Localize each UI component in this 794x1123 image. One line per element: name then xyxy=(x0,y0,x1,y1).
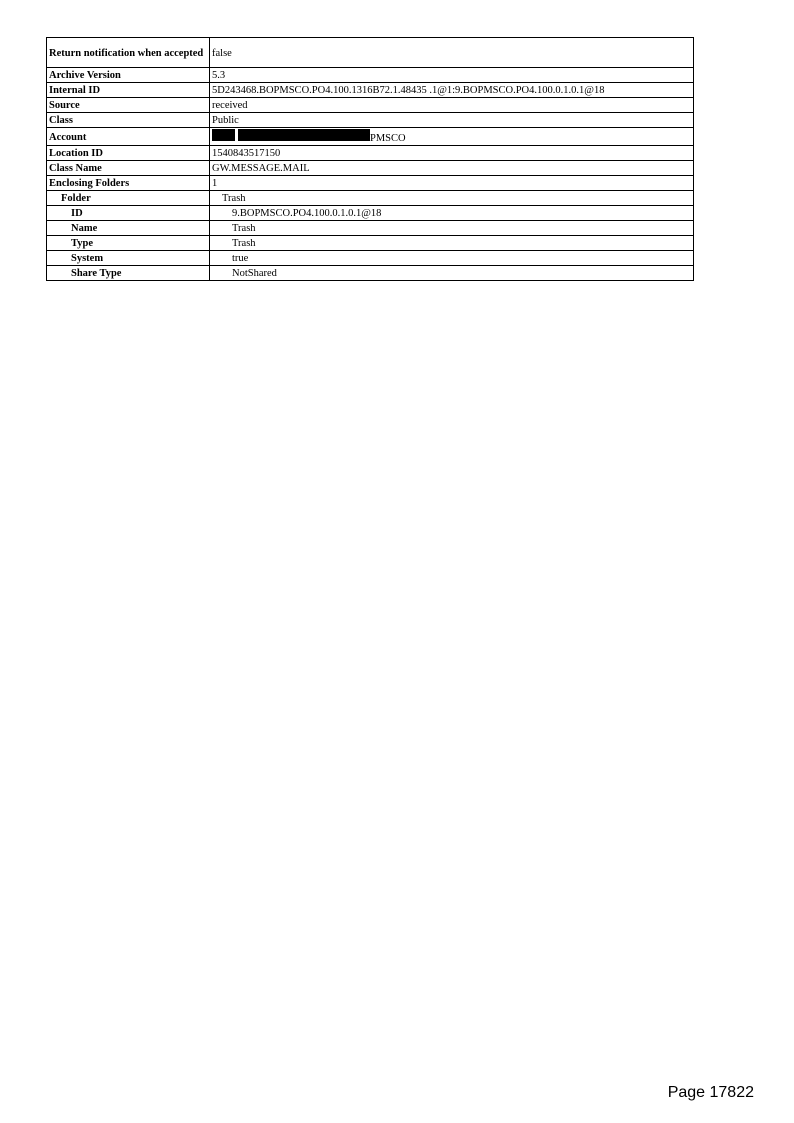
page-number: Page 17822 xyxy=(667,1084,754,1101)
row-key: Archive Version xyxy=(47,68,210,83)
table-row xyxy=(47,68,694,83)
row-key: Return notification when accepted xyxy=(47,38,210,68)
table-row xyxy=(47,128,694,146)
row-value: Trash xyxy=(210,236,694,251)
row-key: ID xyxy=(47,206,210,221)
table-row xyxy=(47,146,694,161)
row-value: 5.3 xyxy=(210,68,694,83)
redaction-block xyxy=(212,129,370,141)
row-value: GW.MESSAGE.MAIL xyxy=(210,161,694,176)
row-key: Enclosing Folders xyxy=(47,176,210,191)
row-key: Account xyxy=(47,128,210,146)
row-value: false xyxy=(210,38,694,68)
row-key: Class Name xyxy=(47,161,210,176)
row-value: Trash xyxy=(210,191,694,206)
row-key: Source xyxy=(47,98,210,113)
row-key: System xyxy=(47,251,210,266)
redaction-bar xyxy=(212,129,235,141)
properties-table xyxy=(46,37,694,281)
row-value: Public xyxy=(210,113,694,128)
row-value: 1 xyxy=(210,176,694,191)
table-row xyxy=(47,206,694,221)
table-row xyxy=(47,176,694,191)
table-row xyxy=(47,236,694,251)
row-value: received xyxy=(210,98,694,113)
row-key: Location ID xyxy=(47,146,210,161)
table-row xyxy=(47,98,694,113)
row-value: Trash xyxy=(210,221,694,236)
row-value-account xyxy=(210,128,694,146)
row-key: Folder xyxy=(47,191,210,206)
row-value: true xyxy=(210,251,694,266)
row-value: NotShared xyxy=(210,266,694,281)
table-row xyxy=(47,266,694,281)
row-key: Type xyxy=(47,236,210,251)
table-row xyxy=(47,83,694,98)
row-value: 5D243468.BOPMSCO.PO4.100.1316B72.1.48435 .1@1:9.BOPMSCO.PO4.100.0.1.0.1@18 xyxy=(210,83,694,98)
table-row xyxy=(47,38,694,68)
row-key: Name xyxy=(47,221,210,236)
row-key: Class xyxy=(47,113,210,128)
row-value: 1540843517150 xyxy=(210,146,694,161)
table-row xyxy=(47,251,694,266)
table-row xyxy=(47,161,694,176)
table-row xyxy=(47,221,694,236)
redaction-bar xyxy=(238,129,370,141)
row-key: Internal ID xyxy=(47,83,210,98)
row-value: 9.BOPMSCO.PO4.100.0.1.0.1@18 xyxy=(210,206,694,221)
table-row xyxy=(47,113,694,128)
table-row xyxy=(47,191,694,206)
account-suffix: PMSCO xyxy=(370,133,406,144)
row-key: Share Type xyxy=(47,266,210,281)
